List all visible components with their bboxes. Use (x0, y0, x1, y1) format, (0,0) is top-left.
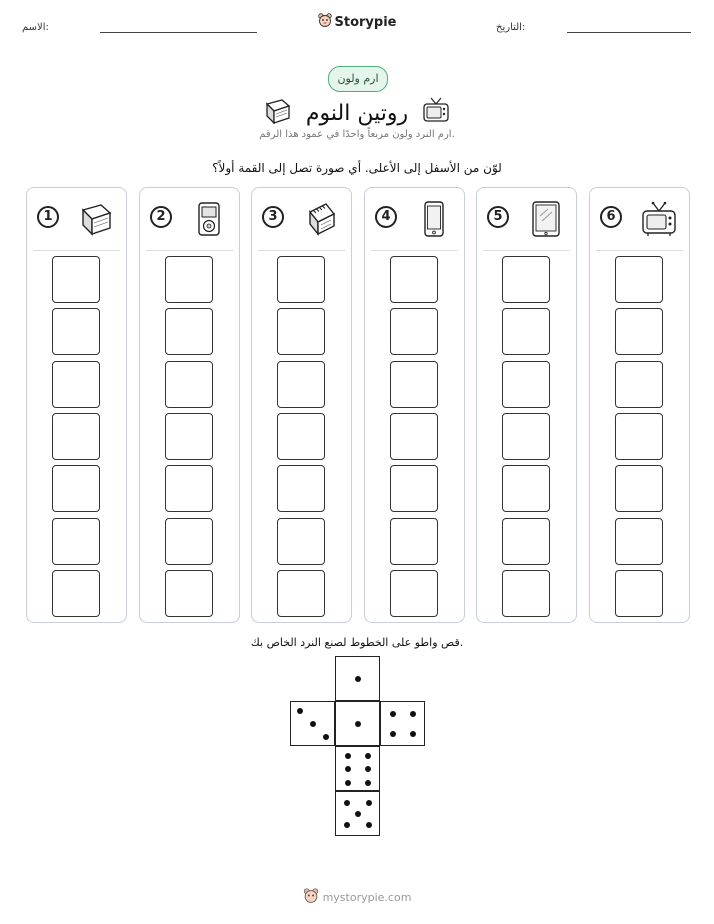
color-box[interactable] (390, 308, 438, 355)
name-label: الاسم: (22, 22, 49, 33)
color-box[interactable] (165, 518, 213, 565)
column-divider (33, 250, 120, 251)
dice-pip (390, 731, 396, 737)
column-4 (364, 187, 465, 623)
brand-logo (0, 13, 714, 32)
color-box[interactable] (52, 413, 100, 460)
column-divider (483, 250, 570, 251)
question-text: لوّن من الأسفل إلى الأعلى. أي صورة تصل إلى القمة أولاً؟ (212, 161, 502, 175)
color-box[interactable] (390, 256, 438, 303)
color-box[interactable] (502, 413, 550, 460)
dice-pip (355, 721, 361, 727)
brand-name: Storypie (334, 15, 397, 30)
column-number: 6 (600, 206, 622, 228)
dice-pip (344, 800, 350, 806)
color-box[interactable] (165, 361, 213, 408)
dice-pip (344, 822, 350, 828)
dice-pip (355, 811, 361, 817)
phone-icon (415, 200, 453, 238)
color-box[interactable] (165, 308, 213, 355)
column-number: 4 (375, 206, 397, 228)
tv-icon (640, 200, 678, 238)
dice-pip (365, 766, 371, 772)
column-3 (251, 187, 352, 623)
title-text: روتين النوم (305, 101, 409, 126)
column-number: 2 (150, 206, 172, 228)
color-box[interactable] (165, 465, 213, 512)
color-box[interactable] (615, 518, 663, 565)
column-2 (139, 187, 240, 623)
column-6 (589, 187, 690, 623)
color-box[interactable] (502, 256, 550, 303)
color-box[interactable] (502, 465, 550, 512)
color-box[interactable] (165, 256, 213, 303)
color-box[interactable] (52, 361, 100, 408)
color-box[interactable] (277, 256, 325, 303)
date-line[interactable] (567, 32, 691, 33)
dice-pip (410, 731, 416, 737)
date-label: التاريخ: (496, 22, 526, 33)
page-subtitle: ارم النرد ولون مربعاً واحدًا في عمود هذا الرقم. (259, 129, 455, 140)
bear-logo-icon (303, 888, 319, 907)
dice-pip (390, 711, 396, 717)
color-box[interactable] (615, 361, 663, 408)
dice-pip (345, 766, 351, 772)
color-box[interactable] (502, 361, 550, 408)
color-box[interactable] (52, 308, 100, 355)
color-box[interactable] (165, 413, 213, 460)
column-1 (26, 187, 127, 623)
color-box[interactable] (277, 308, 325, 355)
footer (0, 888, 714, 907)
color-box[interactable] (390, 413, 438, 460)
color-box[interactable] (615, 413, 663, 460)
column-number: 3 (262, 206, 284, 228)
color-box[interactable] (615, 465, 663, 512)
dice-face-6 (335, 746, 380, 791)
color-box[interactable] (277, 361, 325, 408)
book-icon (77, 200, 115, 238)
bear-logo-icon (318, 13, 332, 32)
column-divider (146, 250, 233, 251)
color-box[interactable] (615, 308, 663, 355)
dice-pip (323, 734, 329, 740)
dice-face-5 (335, 791, 380, 836)
dice-pip (366, 822, 372, 828)
dice-pip (297, 708, 303, 714)
dice-pip (410, 711, 416, 717)
color-box[interactable] (165, 570, 213, 617)
dice-pip (365, 753, 371, 759)
dice-pip (366, 800, 372, 806)
dice-face-3 (290, 701, 335, 746)
dice-face-1 (335, 656, 380, 701)
dice-pip (310, 721, 316, 727)
column-number: 1 (37, 206, 59, 228)
dice-pip (345, 753, 351, 759)
page-title (0, 96, 714, 130)
color-box[interactable] (615, 570, 663, 617)
cut-instruction: قص واطو على الخطوط لصنع النرد الخاص بك. (250, 636, 464, 649)
dice-face-1 (335, 701, 380, 746)
color-box[interactable] (277, 413, 325, 460)
activity-badge: ارم ولون (328, 66, 388, 92)
tablet-icon (527, 200, 565, 238)
footer-url: mystorypie.com (322, 891, 412, 904)
column-5 (476, 187, 577, 623)
dice-pip (365, 780, 371, 786)
column-number: 5 (487, 206, 509, 228)
color-box[interactable] (52, 256, 100, 303)
color-box[interactable] (277, 570, 325, 617)
tv-icon (422, 96, 450, 130)
notebook-icon (302, 200, 340, 238)
color-box[interactable] (52, 465, 100, 512)
dice-pip (345, 780, 351, 786)
music-player-icon (190, 200, 228, 238)
color-box[interactable] (502, 308, 550, 355)
column-divider (371, 250, 458, 251)
color-box[interactable] (502, 570, 550, 617)
column-divider (596, 250, 683, 251)
color-box[interactable] (615, 256, 663, 303)
color-box[interactable] (390, 518, 438, 565)
color-box[interactable] (52, 570, 100, 617)
color-box[interactable] (390, 570, 438, 617)
color-box[interactable] (52, 518, 100, 565)
column-divider (258, 250, 345, 251)
dice-face-4 (380, 701, 425, 746)
name-line[interactable] (100, 32, 257, 33)
dice-pip (355, 676, 361, 682)
color-box[interactable] (390, 361, 438, 408)
color-box[interactable] (277, 465, 325, 512)
book-icon (264, 98, 292, 130)
color-box[interactable] (390, 465, 438, 512)
color-box[interactable] (277, 518, 325, 565)
color-box[interactable] (502, 518, 550, 565)
